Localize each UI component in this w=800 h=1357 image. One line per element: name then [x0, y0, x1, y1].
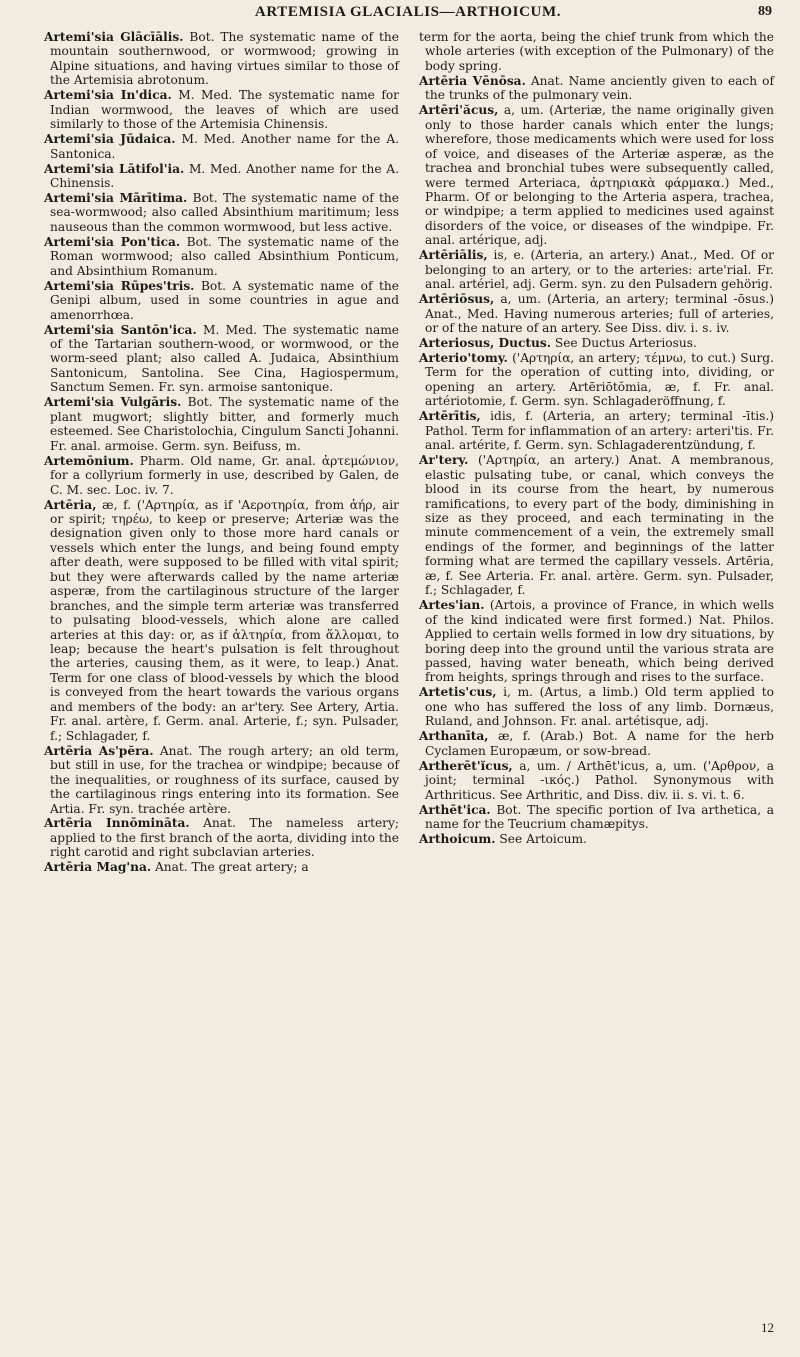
- dictionary-entry: [419, 336, 774, 350]
- dictionary-entry: [44, 816, 399, 859]
- entry-headword: Ar'tery.: [419, 453, 469, 468]
- entry-headword: Artēria Mag'na.: [44, 860, 152, 875]
- entry-definition: M. Med. The systematic name of the Tartarian southern-wood, or wormwood, or the worm-seed plant; also called A. Judaica, Absinthium Santonicum, Santolina. See Cina, Hagiospermum, Sanctum Semen. Fr. syn. armoise santonique.: [50, 322, 399, 395]
- dictionary-entry: [419, 453, 774, 598]
- entry-headword: Artērītis,: [419, 409, 481, 424]
- entry-headword: Artetis'cus,: [419, 685, 497, 700]
- dictionary-entry: [44, 744, 399, 816]
- entry-definition: idis, f. (Arteria, an artery; terminal -ītis.) Pathol. Term for inflammation of an artery: arteri'tis. Fr. anal. artérite, f. Germ. syn. Schlagaderentzündung, f.: [425, 409, 774, 453]
- entry-headword: Artēria Innōmināta.: [44, 816, 190, 831]
- entry-definition: Bot. The systematic name of the mountain southernwood, or wormwood; growing in Alpine situations, and having virtues similar to those of the Artemisia abrotonum.: [50, 30, 399, 88]
- dictionary-entry: [44, 191, 399, 234]
- entry-definition: Anat. The great artery; a: [151, 860, 309, 875]
- entry-headword: Artemi'sia Lātifol'ia.: [44, 161, 185, 176]
- dictionary-entry: [419, 30, 774, 73]
- dictionary-entry: [419, 803, 774, 832]
- entry-definition: Bot. The systematic name of the Roman wormwood; also called Absinthium Ponticum, and Absinthium Romanum.: [50, 234, 399, 278]
- dictionary-entry: [44, 860, 399, 874]
- entry-definition: M. Med. The systematic name for Indian wormwood, the leaves of which are used similarly to those of the Artemisia Chinensis.: [50, 88, 399, 132]
- entry-definition: Bot. The systematic name of the plant mugwort; slightly bitter, and formerly much esteemed. See Charistolochia, Cingulum Sancti Johanni. Fr. anal. armoise. Germ. syn. Beifuss, m.: [50, 395, 399, 453]
- entry-definition: Anat. The rough artery; an old term, but still in use, for the trachea or windpipe; because of the inequalities, or roughness of its surface, caused by the cartilaginous rings entering into its formation. See Artia. Fr. syn. trachée artère.: [50, 743, 400, 816]
- entry-definition: Bot. The systematic name of the sea-wormwood; also called Absinthium maritimum; less nauseous than the common wormwood, but less active.: [50, 190, 399, 234]
- page-title: ARTEMISIA GLACIALIS—ARTHOICUM.: [254, 4, 562, 20]
- entry-headword: Artemi'sia Rūpes'tris.: [44, 278, 195, 293]
- entry-headword: Artemōnium.: [44, 453, 134, 468]
- entry-headword: Artemi'sia In'dica.: [44, 88, 172, 103]
- dictionary-entry: [44, 30, 399, 88]
- entry-headword: Artēriālis,: [419, 248, 488, 263]
- dictionary-entry: [419, 685, 774, 728]
- entry-definition: is, e. (Arteria, an artery.) Anat., Med. Of or belonging to an artery, or to the arteries: arte'rial. Fr. anal. artériel, adj. Germ. syn. zu den Pulsadern gehörig.: [425, 248, 774, 292]
- entry-definition: Anat. Name anciently given to each of the trunks of the pulmonary vein.: [425, 73, 774, 103]
- dictionary-entry: [44, 88, 399, 131]
- running-header: [44, 4, 772, 26]
- dictionary-entry: [44, 454, 399, 497]
- entry-headword: Artēria As'pĕra.: [44, 743, 154, 758]
- entry-headword: Artherēt'ĭcus,: [419, 758, 513, 773]
- page-number: 89: [758, 4, 772, 19]
- entry-headword: Artes'ian.: [419, 598, 485, 613]
- entry-definition: Anat. The nameless artery; applied to the first branch of the aorta, dividing into the right carotid and right subclavian arteries.: [50, 816, 399, 860]
- dictionary-entry: [44, 395, 399, 453]
- entry-definition: a, um. (Arteriæ, the name originally given only to those harder canals which enter the lungs; wherefore, those medicaments which were used for loss of voice, and diseases of the Arteriæ asperæ, as the trachea and bronchial tubes were subsequently called, were termed Arteriaca, ἀρτηριακὰ φάρμακα.) Med., Pharm. Of or belonging to the Arteria aspera, trachea, or windpipe; a term applied to medicines used against disorders of the voice, or diseases of the windpipe. Fr. anal. artérique, adj.: [425, 103, 774, 248]
- dictionary-entry: [419, 103, 774, 248]
- dictionary-entry: [419, 292, 774, 335]
- entry-definition: æ, f. (Arab.) Bot. A name for the herb Cyclamen Europæum, or sow-bread.: [425, 729, 774, 758]
- entry-headword: Artemi'sia Santōn'ica.: [44, 322, 197, 337]
- entry-headword: Artēria,: [44, 497, 97, 512]
- dictionary-entry: [44, 162, 399, 191]
- entry-definition: ('Αρτηρία, an artery.) Anat. A membranous, elastic pulsating tube, or canal, which conveys the blood in its course from the heart, by numerous ramifications, to every part of the body, diminishing in size as they proceed, and each terminating in the minute commencement of a vein, the extremely small endings of the former, and beginnings of the latter forming what are termed the capillary vessels. Artēria, æ, f. See Arteria. Fr. anal. artère. Germ. syn. Pulsader, f.; Schlagader, f.: [425, 453, 774, 598]
- entry-definition: ('Αρτηρία, an artery; τέμνω, to cut.) Surg. Term for the operation of cutting into, dividing, or opening an artery. Artēriōtŏmia, æ, f. Fr. anal. artériotomie, f. Germ. syn. Schlagaderöffnung, f.: [425, 350, 774, 409]
- entry-definition: M. Med. Another name for the A. Chinensis.: [50, 161, 399, 191]
- entry-definition: M. Med. Another name for the A. Santonica.: [50, 132, 400, 161]
- dictionary-entry: [44, 498, 399, 744]
- entry-headword: Artēri'ăcus,: [419, 103, 499, 118]
- dictionary-entry: [419, 74, 774, 103]
- dictionary-entry: [419, 351, 774, 409]
- dictionary-entry: [44, 235, 399, 278]
- entry-definition: i, m. (Artus, a limb.) Old term applied to one who has suffered the loss of any limb. Dornæus, Ruland, and Johnson. Fr. anal. artétisque, adj.: [425, 685, 774, 729]
- entry-headword: Artemi'sia Mārītima.: [44, 190, 188, 205]
- entry-definition: See Artoicum.: [495, 831, 587, 846]
- entry-headword: Arthoicum.: [419, 831, 496, 846]
- dictionary-entry: [419, 409, 774, 452]
- entry-headword: Arteriosus, Ductus.: [419, 336, 551, 351]
- entry-headword: Arterio'tomy.: [419, 350, 508, 365]
- entry-definition: See Ductus Arteriosus.: [550, 336, 697, 351]
- entry-definition: a, um. / Arthēt'icus, a, um. ('Αρθρον, a joint; terminal -ικός.) Pathol. Synonymous with Arthriticus. See Arthritic, and Diss. div. ii. s. vi. t. 6.: [425, 758, 774, 802]
- entry-definition: Bot. The specific portion of Iva arthetica, a name for the Teucrium chamæpitys.: [425, 802, 774, 831]
- entry-headword: Artemi'sia Jūdaica.: [44, 132, 176, 147]
- entry-definition: Pharm. Old name, Gr. anal. ἀρτεμώνιον, for a collyrium formerly in use, described by Galen, de C. M. sec. Loc. iv. 7.: [50, 453, 399, 497]
- entry-definition: (Artois, a province of France, in which wells of the kind indicated were first formed.) Nat. Philos. Applied to certain wells formed in low dry situations, by boring deep into the ground until the various strata are passed, having water beneath, which being derived from heights, springs through and rises to the surface.: [425, 598, 774, 685]
- dictionary-entry: [419, 729, 774, 758]
- entry-headword: Artēria Vēnōsa.: [419, 73, 526, 88]
- entry-headword: Artemi'sia Vulgāris.: [44, 395, 182, 410]
- entry-headword: Artemi'sia Pon'tica.: [44, 234, 181, 249]
- entry-definition: Bot. A systematic name of the Genipi album, used in some countries in ague and amenorrhœa.: [50, 278, 399, 322]
- dictionary-entry: [419, 759, 774, 802]
- signature-mark: 12: [761, 1320, 774, 1335]
- entry-definition: a, um. (Arteria, an artery; terminal -ōsus.) Anat., Med. Having numerous arteries; full of arteries, or of the nature of an artery. See Diss. div. i. s. iv.: [425, 292, 774, 336]
- dictionary-entry: [44, 323, 399, 395]
- dictionary-entry: [44, 132, 399, 161]
- entry-definition: æ, f. ('Αρτηρία, as if 'Αεροτηρία, from ἀήρ, air or spirit; τηρέω, to keep or preserve; Arteriæ was the designation given only to those more hard canals or vessels which enter the lungs, and being found empty after death, were supposed to be filled with vital spirit; but they were afterwards called by the name arteriæ asperæ, from the cartilaginous structure of the larger branches, and the simple term arteriæ was transferred to pulsating blood-vessels, which alone are called arteries at this day: or, as if ἀλτηρία, from ἅλλομαι, to leap; because the heart's pulsation is felt throughout the arteries, causing them, as it were, to leap.) Anat. Term for one class of blood-vessels by which the blood is conveyed from the heart towards the various organs and members of the body: an ar'tery. See Artery, Artia. Fr. anal. artère, f. Germ. anal. Arterie, f.; syn. Pulsader, f.; Schlagader, f.: [50, 497, 399, 743]
- right-column: [419, 30, 774, 847]
- dictionary-entry: [44, 279, 399, 322]
- entry-headword: Arthēt'ica.: [419, 802, 491, 817]
- entry-headword: Artemi'sia Glācīālis.: [44, 30, 184, 44]
- dictionary-entry: [419, 832, 774, 846]
- dictionary-entry: [419, 598, 774, 685]
- left-column: [44, 30, 399, 875]
- entry-headword: Arthanīta,: [419, 729, 489, 744]
- text-columns: [44, 30, 774, 1357]
- entry-headword: Artēriōsus,: [419, 292, 495, 307]
- entry-definition: term for the aorta, being the chief trunk from which the whole arteries (with exception of the Pulmonary) of the body spring.: [419, 30, 774, 73]
- dictionary-entry: [419, 248, 774, 291]
